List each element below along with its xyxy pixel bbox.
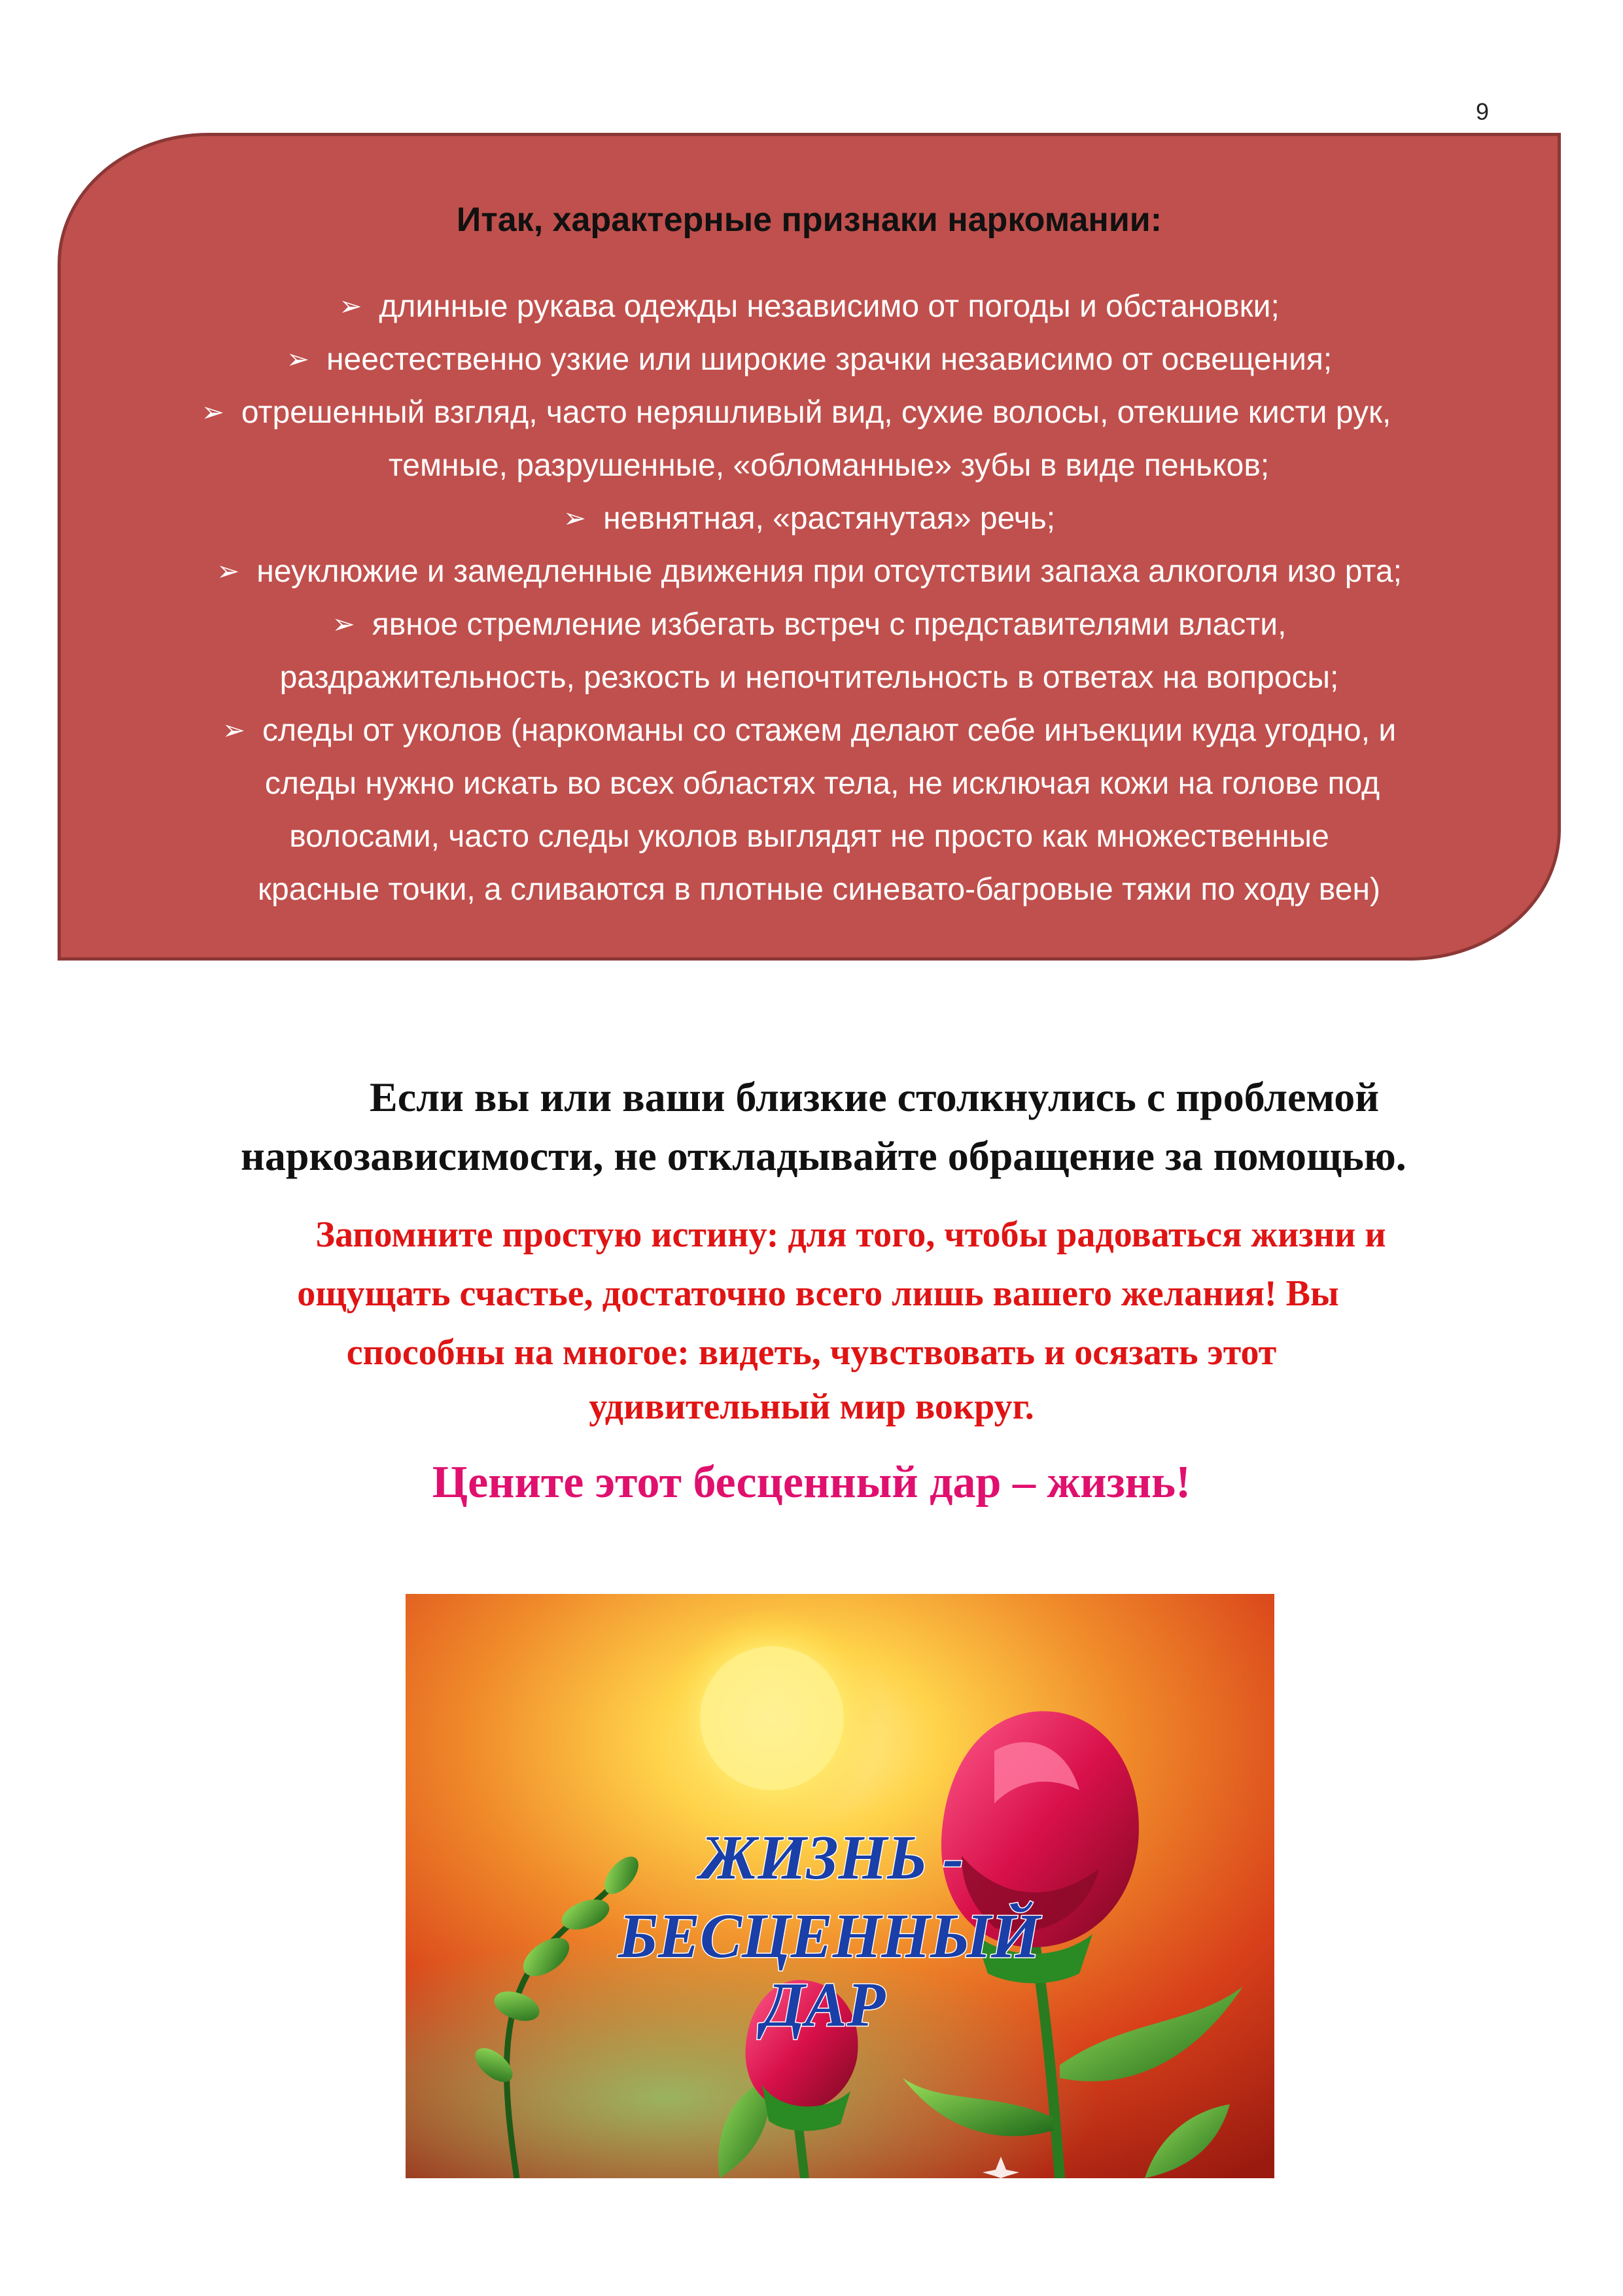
arrow-bullet-icon: ➢ [201, 397, 224, 427]
sign-item [61, 821, 1558, 853]
sign-text: отрешенный взгляд, часто неряшливый вид, сухие волосы, отекшие кисти рук, [241, 395, 1391, 430]
sign-text: раздражительность, резкость и непочтительность в ответах на вопросы; [279, 660, 1339, 695]
arrow-bullet-icon: ➢ [332, 609, 355, 639]
arrow-bullet-icon: ➢ [339, 291, 362, 321]
signs-list [61, 136, 1558, 957]
sign-text: неестественно узкие или широкие зрачки независимо от освещения; [326, 342, 1333, 377]
sign-item [61, 874, 1558, 906]
sign-text: невнятная, «растянутая» речь; [603, 501, 1056, 536]
sign-text: красные точки, а сливаются в плотные синевато-багровые тяжи по ходу вен) [258, 872, 1380, 907]
remember-line: способны на многое: видеть, чувствовать и осязать этот [346, 1332, 1277, 1373]
illustration-caption-line: ДАР [762, 1969, 886, 2040]
appeal-line-1: Если вы или ваши близкие столкнулись с проблемой [370, 1074, 1380, 1120]
value-life-slogan: Цените этот бесценный дар – жизнь! [432, 1457, 1191, 1508]
arrow-bullet-icon: ➢ [286, 344, 309, 374]
sign-item [61, 450, 1558, 482]
roses-illustration [406, 1594, 1274, 2178]
sign-item [61, 715, 1558, 747]
arrow-bullet-icon: ➢ [217, 556, 240, 586]
appeal-line-2: наркозависимости, не откладывайте обращение за помощью. [241, 1133, 1406, 1179]
sign-item [61, 291, 1558, 323]
arrow-bullet-icon: ➢ [563, 503, 587, 533]
remember-line: Запомните простую истину: для того, чтобы радоваться жизни и [315, 1214, 1386, 1255]
illustration-caption-line: БЕСЦЕННЫЙ [618, 1901, 1040, 1971]
sign-text: темные, разрушенные, «обломанные» зубы в виде пеньков; [388, 448, 1270, 483]
sign-text: следы нужно искать во всех областях тела, не исключая кожи на голове под [264, 766, 1380, 801]
remember-line: ощущать счастье, достаточно всего лишь вашего желания! Вы [297, 1273, 1339, 1314]
sign-text: волосами, часто следы уколов выглядят не просто как множественные [289, 819, 1329, 854]
sign-text: следы от уколов (наркоманы со стажем делают себе инъекции куда угодно, и [262, 713, 1397, 748]
signs-title: Итак, характерные признаки наркомании: [456, 201, 1162, 239]
sign-text: длинные рукава одежды независимо от погоды и обстановки; [379, 289, 1280, 324]
sign-item [61, 397, 1558, 429]
sign-text: явное стремление избегать встреч с представителями власти, [372, 607, 1287, 642]
sign-item [61, 503, 1558, 535]
sign-item [61, 556, 1558, 588]
remember-line: удивительный мир вокруг. [589, 1386, 1034, 1427]
sign-item [61, 768, 1558, 800]
sign-text: неуклюжие и замедленные движения при отсутствии запаха алкоголя изо рта; [256, 554, 1402, 589]
arrow-bullet-icon: ➢ [222, 715, 245, 745]
illustration-caption-line: ЖИЗНЬ - [700, 1822, 964, 1892]
sign-item [61, 662, 1558, 694]
signs-panel [58, 133, 1561, 961]
sign-item [61, 609, 1558, 641]
page-number: 9 [1476, 98, 1490, 125]
sign-item [61, 344, 1558, 376]
